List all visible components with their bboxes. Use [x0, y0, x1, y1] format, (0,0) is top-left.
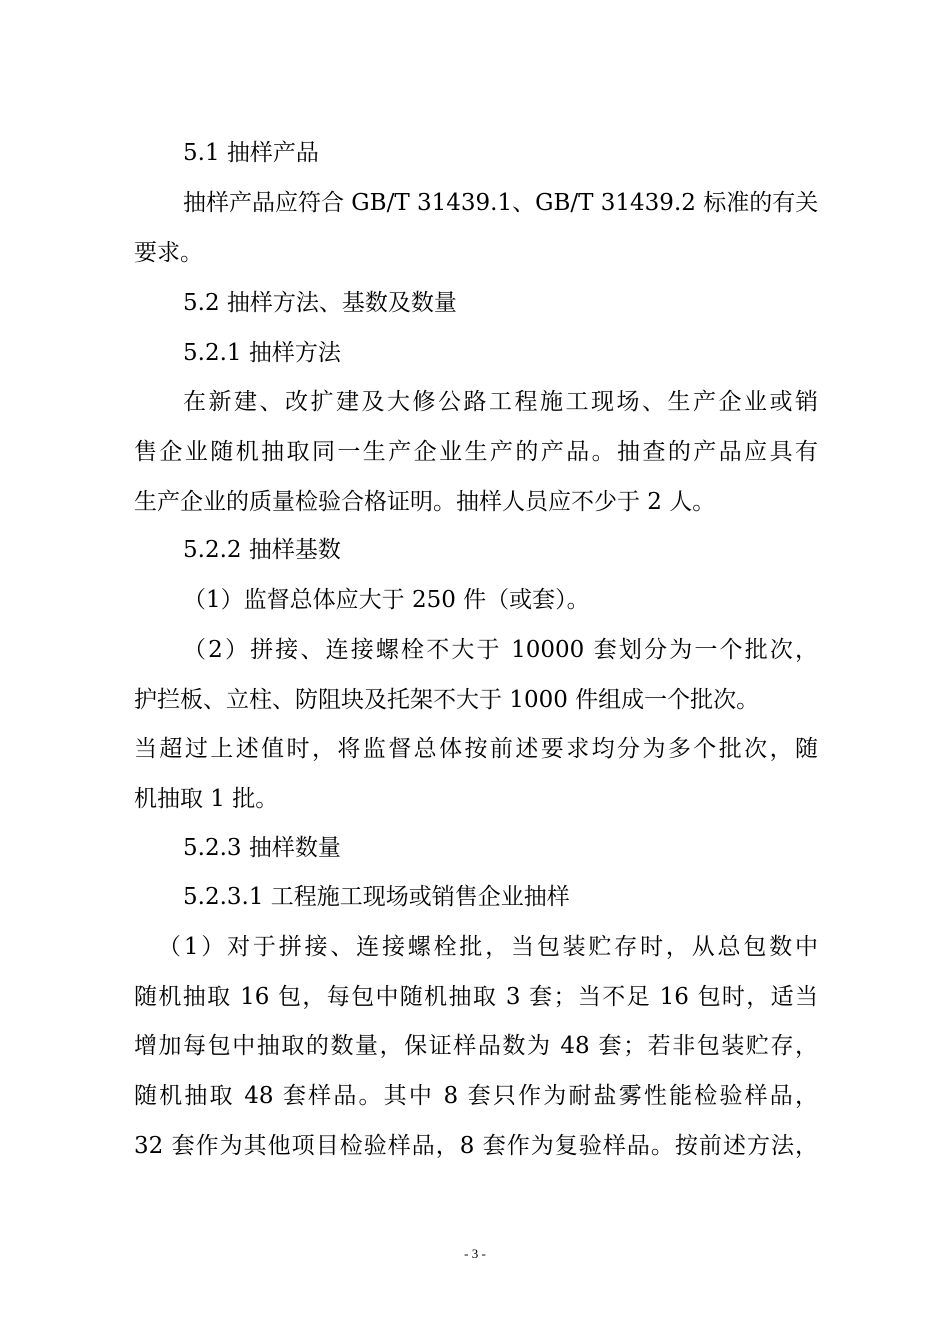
paragraph-line: 售企业随机抽取同一生产企业生产的产品。抽查的产品应具有 — [134, 439, 818, 465]
paragraph-line: 生产企业的质量检验合格证明。抽样人员应不少于 2 人。 — [134, 489, 716, 515]
paragraph-line: 随机抽取 16 包，每包中随机抽取 3 套；当不足 16 包时，适当 — [134, 984, 818, 1010]
paragraph-line: 在新建、改扩建及大修公路工程施工现场、生产企业或销 — [183, 389, 818, 415]
paragraph-line: 要求。 — [134, 240, 203, 266]
paragraph-line: 增加每包中抽取的数量，保证样品数为 48 套；若非包装贮存， — [134, 1033, 818, 1059]
heading-5-2-3: 5.2.3 抽样数量 — [183, 835, 341, 861]
paragraph-line: 当超过上述值时，将监督总体按前述要求均分为多个批次，随 — [134, 736, 818, 762]
paragraph-line: 护拦板、立柱、防阻块及托架不大于 1000 件组成一个批次。 — [134, 687, 760, 713]
heading-5-2-3-1: 5.2.3.1 工程施工现场或销售企业抽样 — [183, 884, 570, 910]
paragraph-line: 机抽取 1 批。 — [134, 786, 279, 812]
page-number: - 3 - — [464, 1246, 486, 1261]
heading-5-2-1: 5.2.1 抽样方法 — [183, 340, 341, 366]
heading-5-1: 5.1 抽样产品 — [183, 140, 319, 166]
list-item: （2）拼接、连接螺栓不大于 10000 套划分为一个批次， — [183, 637, 818, 663]
paragraph-line: 抽样产品应符合 GB/T 31439.1、GB/T 31439.2 标准的有关 — [183, 190, 819, 216]
paragraph-line: 32 套作为其他项目检验样品，8 套作为复验样品。按前述方法， — [134, 1133, 818, 1159]
heading-5-2: 5.2 抽样方法、基数及数量 — [183, 290, 457, 316]
list-item: （1）监督总体应大于 250 件（或套）。 — [183, 587, 590, 613]
paragraph-line: 随机抽取 48 套样品。其中 8 套只作为耐盐雾性能检验样品， — [134, 1083, 818, 1109]
list-item: （1）对于拼接、连接螺栓批，当包装贮存时，从总包数中 — [158, 934, 818, 960]
heading-5-2-2: 5.2.2 抽样基数 — [183, 537, 341, 563]
